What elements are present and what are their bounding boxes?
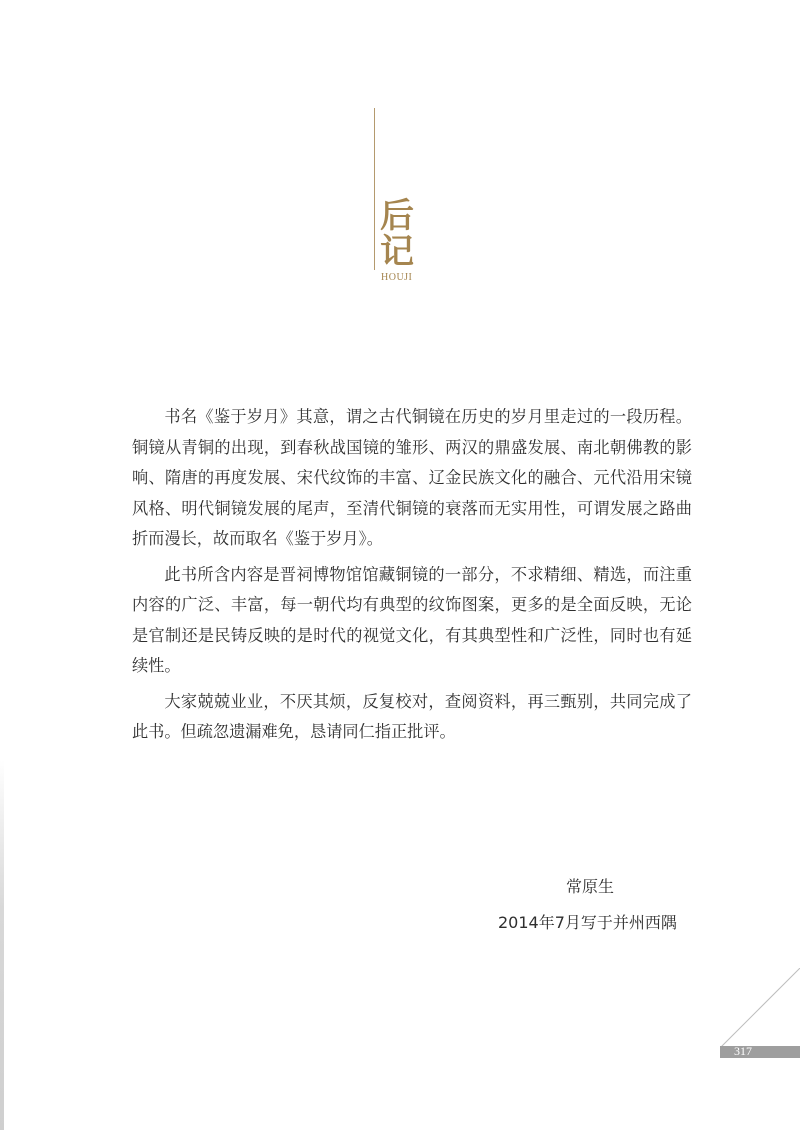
page-title (380, 198, 440, 270)
page-number: 317 (734, 1044, 752, 1058)
page-title-char-2: 记 (380, 232, 414, 272)
page-subtitle: HOUJI (381, 272, 413, 283)
paragraph-1: 书名《鉴于岁月》其意，谓之古代铜镜在历史的岁月里走过的一段历程。铜镜从青铜的出现，到春秋战国镜的雏形、两汉的鼎盛发展、南北朝佛教的影响、隋唐的再度发展、宋代纹饰的丰富、辽金民族文化的融合、元代沿用宋镜风格、明代铜镜发展的尾声，至清代铜镜的衰落而无实用性，可谓发展之路曲折而漫长，故而取名《鉴于岁月》。 (132, 407, 692, 548)
page-title-char-1: 后 (380, 196, 414, 236)
paragraph-2: 此书所含内容是晋祠博物馆馆藏铜镜的一部分，不求精细、精选，而注重内容的广泛、丰富，每一朝代均有典型的纹饰图案，更多的是全面反映，无论是官制还是民铸反映的是时代的视觉文化，有其典型性和广泛性，同时也有延续性。 (132, 564, 692, 675)
author-signature: 常原生 (566, 877, 615, 896)
afterword-body (132, 402, 692, 753)
page-number-bar (720, 1046, 800, 1058)
corner-decoration (720, 968, 800, 1088)
vertical-rule (374, 108, 375, 270)
signature-date: 2014年7月写于并州西隅 (498, 913, 677, 932)
paragraph-3: 大家兢兢业业，不厌其烦，反复校对，查阅资料，再三甄别，共同完成了此书。但疏忽遗漏难免，恳请同仁指正批评。 (132, 691, 692, 741)
page-edge-shadow (0, 760, 4, 1130)
